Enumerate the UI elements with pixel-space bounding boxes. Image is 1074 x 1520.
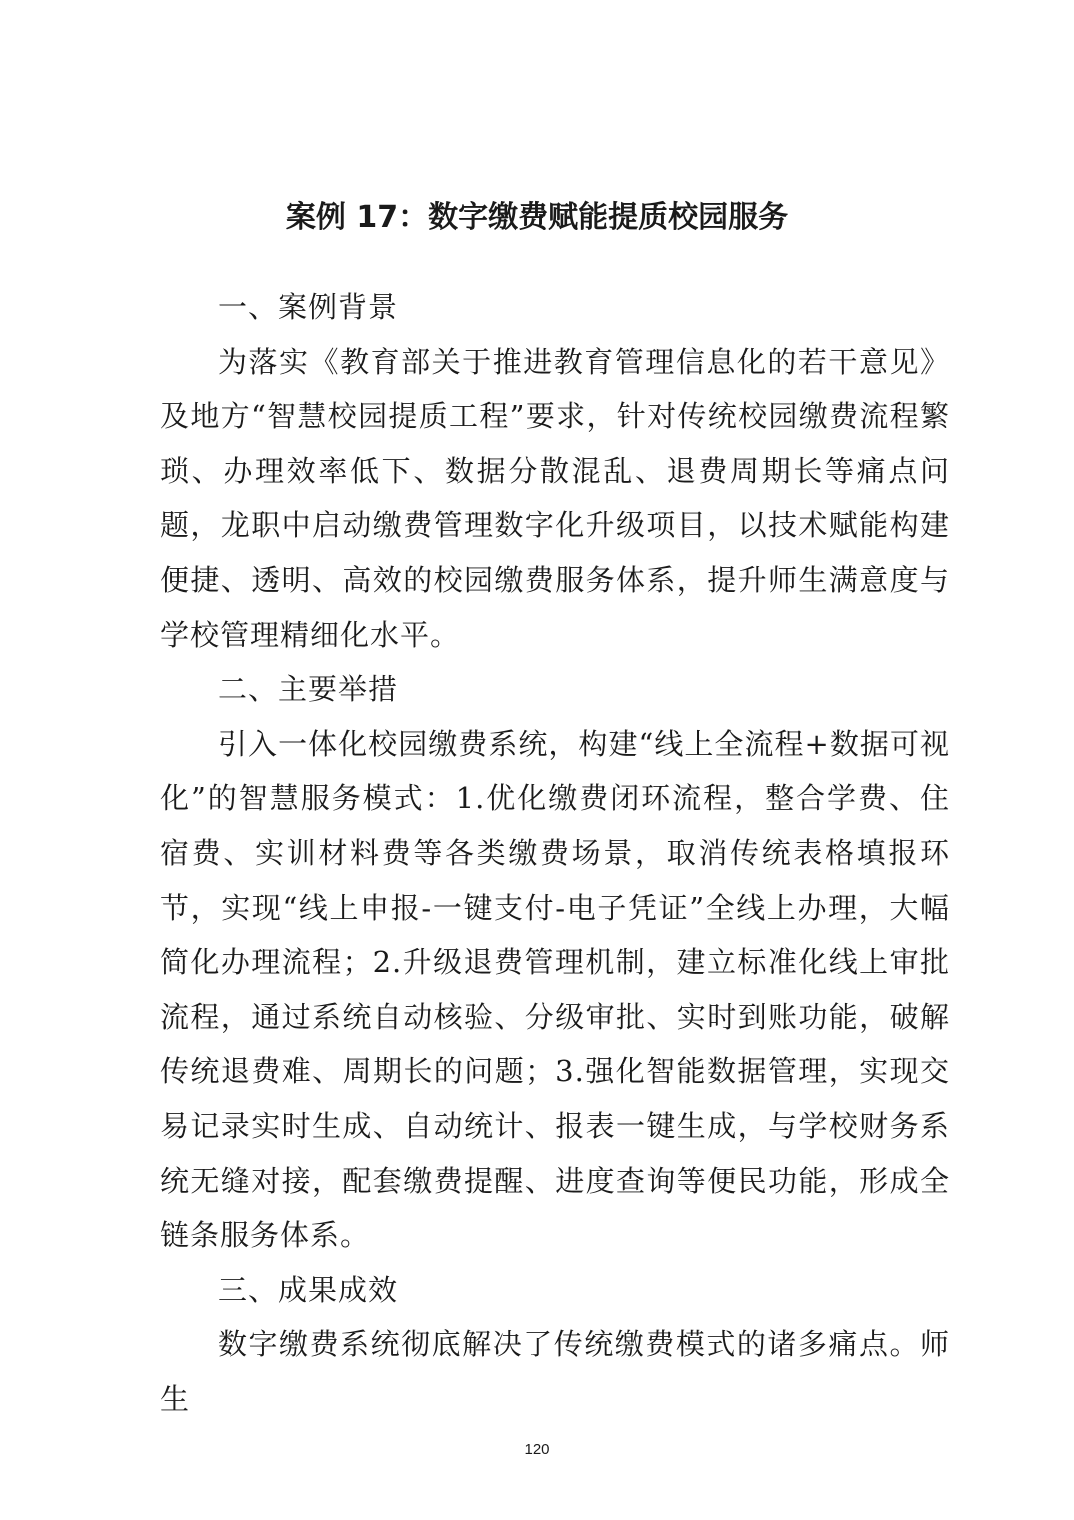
section-heading-results: 三、成果成效 [218, 1272, 399, 1307]
document-body [160, 280, 950, 1426]
paragraph-measures: 引入一体化校园缴费系统，构建“线上全流程+数据可视化”的智慧服务模式：1.优化缴费闭环流程，整合学费、住宿费、实训材料费等各类缴费场景，取消传统表格填报环节，实现“线上申报-一键支付-电子凭证”全线上办理，大幅简化办理流程；2.升级退费管理机制，建立标准化线上审批流程，通过系统自动核验、分级审批、实时到账功能，破解传统退费难、周期长的问题；3.强化智能数据管理，实现交易记录实时生成、自动统计、报表一键生成，与学校财务系统无缝对接，配套缴费提醒、进度查询等便民功能，形成全链条服务体系。 [160, 726, 950, 1253]
paragraph-results: 数字缴费系统彻底解决了传统缴费模式的诸多痛点。师生 [160, 1327, 950, 1416]
section-heading-background: 一、案例背景 [218, 290, 399, 324]
page-title: 案例 17：数字缴费赋能提质校园服务 [285, 200, 789, 235]
section-heading-measures: 二、主要举措 [218, 672, 399, 707]
page-number: 120 [524, 1441, 550, 1458]
paragraph-background: 为落实《教育部关于推进教育管理信息化的若干意见》及地方“智慧校园提质工程”要求，针对传统校园缴费流程繁琐、办理效率低下、数据分散混乱、退费周期长等痛点问题，龙职中启动缴费管理数字化升级项目，以技术赋能构建便捷、透明、高效的校园缴费服务体系，提升师生满意度与学校管理精细化水平。 [160, 344, 950, 652]
